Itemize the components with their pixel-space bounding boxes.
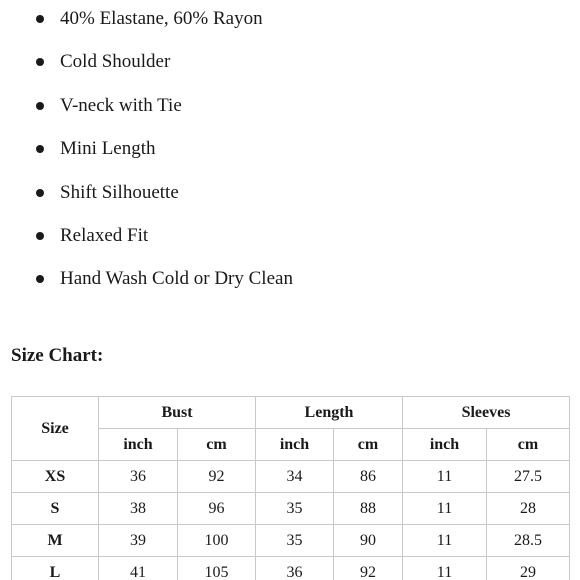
table-cell: 11: [403, 525, 487, 557]
feature-text: Shift Silhouette: [60, 182, 179, 203]
table-row: [12, 557, 570, 580]
table-cell: 96: [178, 493, 256, 525]
bullet-icon: [36, 189, 44, 197]
bust-group-header: Bust: [99, 397, 256, 429]
feature-text: Relaxed Fit: [60, 225, 149, 246]
size-label: M: [12, 525, 99, 557]
unit-header: cm: [334, 429, 403, 461]
feature-item: [0, 178, 560, 208]
feature-text: Hand Wash Cold or Dry Clean: [60, 268, 293, 289]
table-cell: 100: [178, 525, 256, 557]
table-cell: 41: [99, 557, 178, 580]
size-column-header: Size: [12, 397, 99, 461]
table-cell: 28: [487, 493, 570, 525]
feature-item: [0, 91, 560, 121]
feature-text: V-neck with Tie: [60, 95, 182, 116]
size-label: L: [12, 557, 99, 580]
table-cell: 35: [256, 493, 334, 525]
unit-header: cm: [487, 429, 570, 461]
feature-text: Cold Shoulder: [60, 51, 171, 72]
table-cell: 36: [99, 461, 178, 493]
table-cell: 86: [334, 461, 403, 493]
table-row: [12, 461, 570, 493]
length-group-header: Length: [256, 397, 403, 429]
bullet-icon: [36, 145, 44, 153]
table-cell: 11: [403, 557, 487, 580]
unit-header: inch: [99, 429, 178, 461]
table-cell: 35: [256, 525, 334, 557]
table-cell: 92: [178, 461, 256, 493]
table-cell: 27.5: [487, 461, 570, 493]
table-cell: 11: [403, 493, 487, 525]
table-cell: 39: [99, 525, 178, 557]
unit-header: cm: [178, 429, 256, 461]
group-header-row: [12, 397, 570, 429]
size-chart-table: [11, 396, 570, 580]
feature-item: [0, 134, 560, 164]
feature-item: [0, 221, 560, 251]
table-cell: 105: [178, 557, 256, 580]
size-label: S: [12, 493, 99, 525]
bullet-icon: [36, 232, 44, 240]
bullet-icon: [36, 58, 44, 66]
size-label: XS: [12, 461, 99, 493]
sleeves-group-header: Sleeves: [403, 397, 570, 429]
table-cell: 11: [403, 461, 487, 493]
table-cell: 29: [487, 557, 570, 580]
unit-header: inch: [403, 429, 487, 461]
size-chart-title: Size Chart:: [11, 345, 104, 366]
table-cell: 92: [334, 557, 403, 580]
table-cell: 36: [256, 557, 334, 580]
feature-item: [0, 47, 560, 77]
feature-item: [0, 4, 560, 34]
bullet-icon: [36, 102, 44, 110]
table-cell: 38: [99, 493, 178, 525]
table-cell: 90: [334, 525, 403, 557]
bullet-icon: [36, 275, 44, 283]
feature-item: [0, 264, 560, 294]
feature-text: Mini Length: [60, 138, 156, 159]
table-cell: 34: [256, 461, 334, 493]
feature-text: 40% Elastane, 60% Rayon: [60, 8, 263, 29]
table-cell: 28.5: [487, 525, 570, 557]
table-cell: 88: [334, 493, 403, 525]
table-row: [12, 493, 570, 525]
bullet-icon: [36, 15, 44, 23]
unit-header: inch: [256, 429, 334, 461]
table-row: [12, 525, 570, 557]
